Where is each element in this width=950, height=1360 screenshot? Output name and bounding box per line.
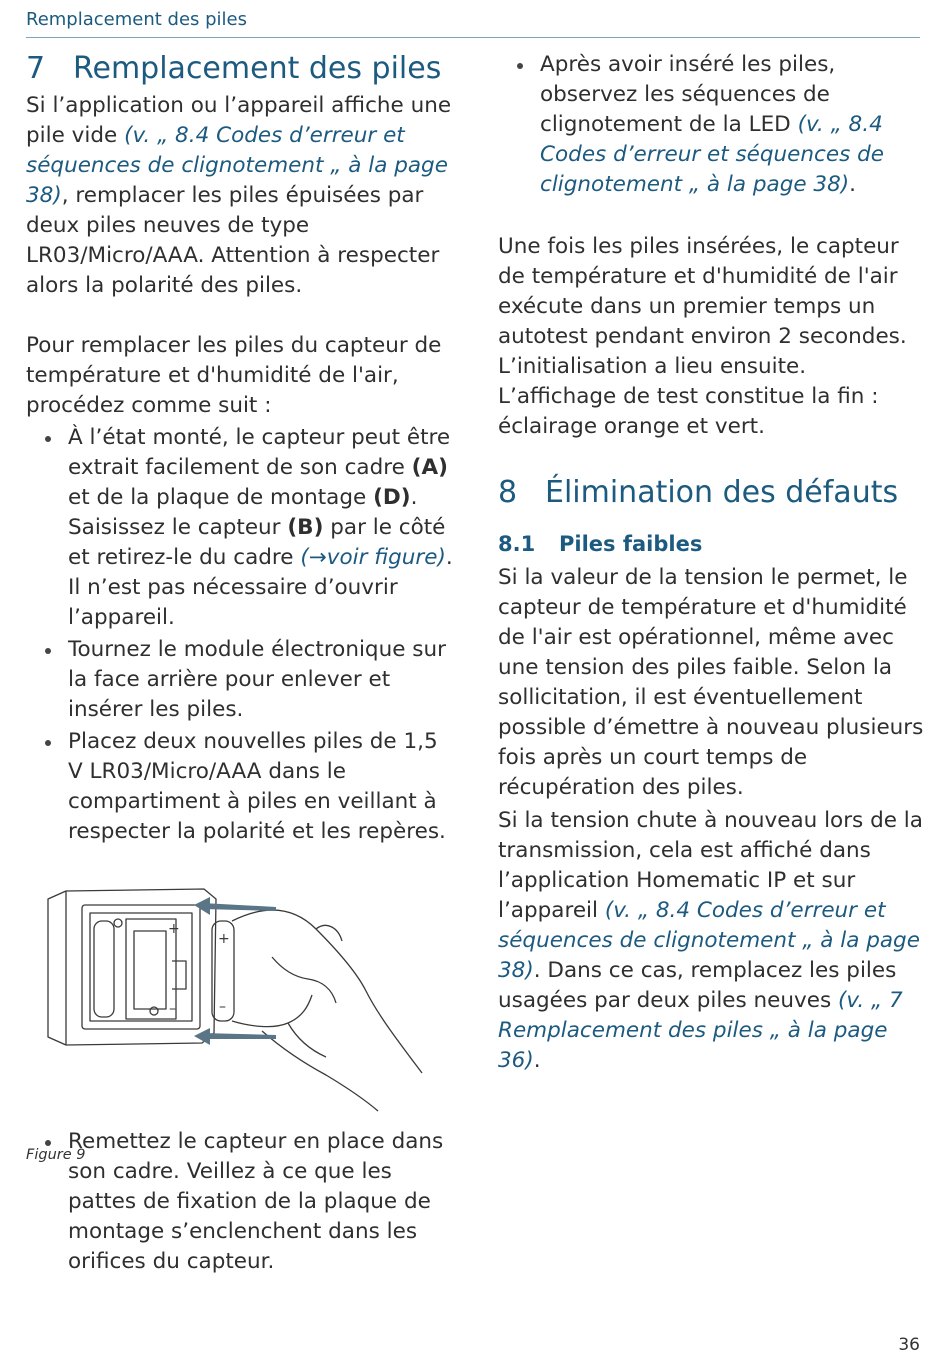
error-codes-cross-reference[interactable]: (v. „ 8.4 Codes d’erreur et séquences de clignotement „ à la page 38) — [498, 898, 920, 983]
paragraph-text-end: . — [533, 1048, 541, 1073]
page-number: 36 — [898, 1335, 920, 1355]
procedure-steps-right — [498, 50, 926, 200]
step-text: À l’état monté, le capteur peut être extrait facilement de son cadre — [68, 425, 451, 480]
step-text: . Saisissez le capteur — [68, 485, 418, 540]
left-column — [26, 50, 456, 1279]
label-b: (B) — [287, 515, 324, 540]
paragraph-text: . Dans ce cas, remplacez les piles usagées par deux piles neuves — [498, 958, 897, 1013]
step-text: et de la plaque de montage — [68, 485, 374, 510]
paragraph-text: Si la tension chute à nouveau lors de la transmission, cela est affiché dans l’application Homematic IP et sur l’appareil — [498, 808, 923, 923]
step-reinsert-sensor: Remettez le capteur en place dans son cadre. Veillez à ce que les pattes de fixation de la plaque de montage s’enclenchent dans les orifices du capteur. — [26, 1127, 456, 1277]
procedure-steps-continued — [26, 1127, 456, 1277]
section-7-number: 7 — [26, 51, 46, 86]
low-battery-paragraph-2 — [498, 806, 926, 1076]
step-text: par le côté et retirez-le du cadre — [68, 515, 446, 570]
procedure-intro: Pour remplacer les piles du capteur de température et d'humidité de l'air, procédez comme suit : — [26, 333, 442, 418]
section-7-title: Remplacement des piles — [73, 51, 442, 86]
label-d: (D) — [373, 485, 411, 510]
self-test-paragraph: Une fois les piles insérées, le capteur de température et d'humidité de l'air exécute dans un premier temps un autotest pendant environ 2 secondes. L’initialisation a lieu ensuite. L’affichage de test constitue la fin : éclairage orange et vert. — [498, 234, 907, 439]
step-text: . Il n’est pas nécessaire d’ouvrir l’appareil. — [68, 545, 453, 630]
step-observe-led — [498, 50, 926, 200]
step-remove-sensor — [26, 423, 456, 633]
step-turn-module: Tournez le module électronique sur la face arrière pour enlever et insérer les piles. — [26, 635, 456, 725]
svg-text:–: – — [169, 1001, 176, 1017]
section-8-title: Élimination des défauts — [545, 475, 899, 510]
figure-caption: Figure 9 — [26, 1147, 86, 1163]
step-insert-batteries: Placez deux nouvelles piles de 1,5 V LR03/Micro/AAA dans le compartiment à piles en veillant à respecter la polarité et les repères. — [26, 727, 456, 847]
subsection-8-1-number: 8.1 — [498, 532, 536, 556]
battery-replacement-drawing — [26, 861, 456, 1123]
section-7-intro — [26, 91, 456, 301]
step-text: Après avoir inséré les piles, observez les séquences de clignotement de la LED — [540, 52, 836, 137]
battery-section-cross-reference[interactable]: (v. „ 7 Remplacement des piles „ à la page 36) — [498, 988, 903, 1073]
svg-text:+: + — [218, 931, 230, 947]
section-8-number: 8 — [498, 475, 518, 510]
step-text-end: . — [849, 172, 857, 197]
procedure-steps — [26, 423, 456, 847]
figure-cross-reference[interactable]: (→voir figure) — [300, 545, 446, 570]
led-cross-reference[interactable]: (v. „ 8.4 Codes d’erreur et séquences de clignotement „ à la page 38) — [540, 112, 884, 197]
intro-text-end: , remplacer les piles épuisées par deux piles neuves de type LR03/Micro/AAA. Attention à respecter alors la polarité des piles. — [26, 183, 440, 298]
section-7-heading — [26, 50, 456, 88]
intro-text: Si l’application ou l’appareil affiche une pile vide — [26, 93, 452, 148]
label-a: (A) — [411, 455, 448, 480]
low-battery-paragraph-1: Si la valeur de la tension le permet, le capteur de température et d'humidité de l'air est opérationnel, même avec une tension des piles faible. Selon la sollicitation, il est éventuellement possible d’émettre à nouveau plusieurs fois après un court temps de récupération des piles. — [498, 565, 924, 800]
subsection-8-1-title: Piles faibles — [559, 532, 703, 556]
header-rule — [26, 37, 920, 38]
svg-text:–: – — [219, 999, 226, 1015]
right-column — [498, 50, 926, 1076]
subsection-8-1-heading — [498, 529, 926, 559]
running-header: Remplacement des piles — [26, 9, 248, 30]
intro-cross-reference[interactable]: (v. „ 8.4 Codes d’erreur et séquences de clignotement „ à la page 38) — [26, 123, 448, 208]
svg-text:+: + — [168, 921, 180, 937]
section-8-heading — [498, 474, 926, 512]
figure-9-illustration — [26, 861, 456, 1163]
